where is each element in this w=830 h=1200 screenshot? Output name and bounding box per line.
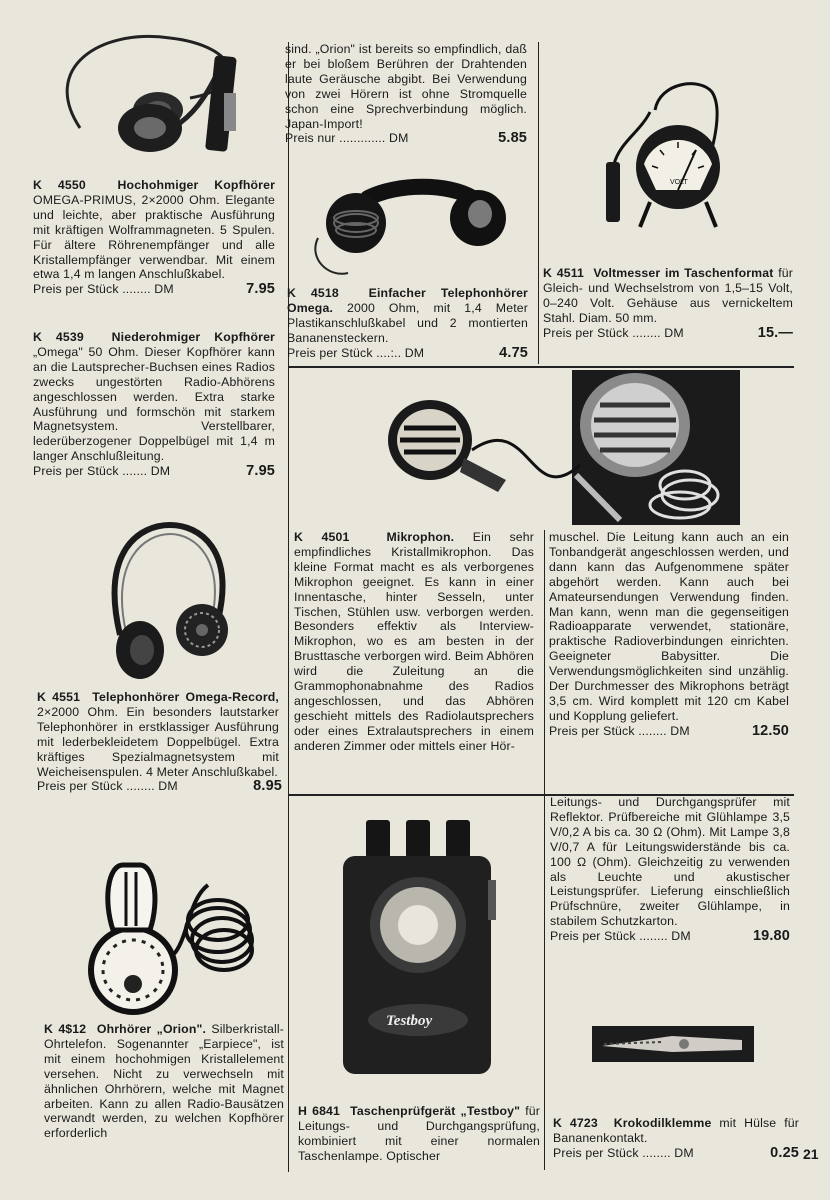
headphone-primus-image [40, 28, 270, 163]
k4539-code: K 4539 [33, 330, 84, 344]
k4501-code: K 4501 [294, 530, 350, 544]
k4550-title: Hochohmiger Kopfhörer [117, 178, 276, 192]
k4501-price: 12.50 [751, 722, 789, 739]
h6841-price-label: Preis per Stück ........ DM [550, 929, 691, 944]
k4518-description [287, 286, 528, 361]
k4551-description [37, 690, 282, 795]
crocodile-clip-image [592, 1026, 754, 1062]
k4512-cont-body: sind. „Orion" ist bereits so empfindlich, daß er bei bloßem Berühren der Drahtenden laute Geräusche abgibt. Bei Verwendung von zwei Hörern ist ohne Stromquelle schon eine Sprechverbindung möglich. Japan-Import! [285, 42, 527, 131]
k4539-price-label: Preis per Stück ....... DM [33, 464, 171, 479]
k4511-price-line [543, 326, 793, 341]
headphone-record-image [100, 520, 240, 685]
k4550-body: OMEGA-PRIMUS, 2×2000 Ohm. Elegante und leichte, aber praktische Ausführung mit kräftigen Wolframmagneten. 5 Spulen. Für ältere Röhrenempfänger und alle Kristallempfänger verwendbar. Mit einem etwa 1,4 m langen Anschlußkabel. [33, 192, 275, 282]
h6841-price-line [550, 929, 790, 944]
k4512-body: Silberkristall-Ohrtelefon. Sogenannter „Earpiece", ist mit einem hochohmigen Kristallelement versehen. Nicht zu verwechseln mit ähnlichen Ohrhörern, welche mit Magnet arbeiten. Kann zu allen Radio-Bausätzen verwandt werden, zu welchen Kopfhörer erforderlich [44, 1022, 284, 1141]
k4539-description [33, 330, 275, 479]
microphone-image [380, 370, 740, 530]
k4518-title: Einfacher Telephonhörer Omega. [287, 286, 528, 315]
voltmeter-image [600, 72, 730, 232]
k4512-price-label: Preis nur ............. DM [285, 131, 409, 146]
k4501-title: Mikrophon. [386, 530, 455, 544]
k4550-price-line [33, 282, 275, 297]
k4550-code: K 4550 [33, 178, 86, 192]
k4723-code: K 4723 [553, 1116, 598, 1130]
k4723-body: mit Hülse für Bananenkontakt. [553, 1116, 799, 1145]
section-divider-horizontal [288, 366, 794, 368]
k4511-code: K 4511 [543, 266, 584, 280]
k4512-code: K 4$12 [44, 1022, 87, 1036]
k4539-title: Niederohmiger Kopfhörer [111, 330, 275, 344]
k4551-price-line [37, 779, 282, 794]
k4512-price-line [285, 131, 527, 146]
k4550-price: 7.95 [246, 281, 275, 298]
h6841-code: H 6841 [298, 1104, 341, 1118]
k4518-price-line [287, 346, 528, 361]
k4501-continuation [549, 530, 789, 739]
h6841-cont-body: Leitungs- und Durchgangsprüfer mit Reflektor. Prüfbereiche mit Glühlampe 3,5 V/0,2 A bis ca. 30 Ω (Ohm). Mit Lampe 3,8 V/0,7 A für Leitungswiderstände bis ca. 100 Ω (Ohm). Gleichzeitig zu verwenden als Leuchte und akustischer Leistungsprüfer. Lieferung einschließlich Prüfschnüre, zweiter Glühlampe, in stabilem Schutzkarton. [550, 795, 790, 929]
earpiece-orion-image [68, 860, 268, 1015]
k4551-code: K 4551 [37, 690, 81, 704]
k4512-title: Ohrhörer „Orion". [96, 1022, 207, 1036]
h6841-description [298, 1104, 540, 1164]
k4539-price: 7.95 [246, 463, 275, 480]
k4723-price: 0.25 [770, 1144, 799, 1161]
telephone-receiver-image [308, 178, 518, 283]
k4723-description [553, 1116, 799, 1161]
k4551-price-label: Preis per Stück ........ DM [37, 779, 178, 794]
k4551-price: 8.95 [253, 778, 282, 795]
k4550-description [33, 178, 275, 297]
k4723-price-label: Preis per Stück ........ DM [553, 1145, 694, 1160]
column-divider-left [288, 42, 289, 1172]
k4723-title: Krokodilklemme [613, 1116, 712, 1130]
k4723-price-line [553, 1146, 799, 1161]
k4551-body: 2×2000 Ohm. Ein besonders lautstarker Telephonhörer in erstklassiger Ausführung mit lederbekleidetem Doppelbügel. Extra kräftiges Spezialmagnetsystem mit Weicheisenspulen. 4 Meter Anschlußkabel. [37, 704, 279, 779]
testboy-brand-label: Testboy [386, 1013, 433, 1029]
k4539-price-line [33, 464, 275, 479]
k4539-body: „Omega" 50 Ohm. Dieser Kopfhörer kann an die Lautsprecher-Buchsen eines Radios zwecks ungestörten Radio-Abhörens angeschlossen werden. Extra starke Ausführung und formschön mit starkem Magnetsystem. Verstellbarer, lederüberzogener Doppelbügel mit 1,4 m langer Anschlußleitung. [33, 344, 275, 464]
k4512-description [44, 1022, 284, 1141]
h6841-continuation [550, 795, 790, 944]
k4501-price-line [549, 724, 789, 739]
k4501-description [294, 530, 534, 754]
testboy-tester-image [338, 820, 498, 1080]
k4511-price-label: Preis per Stück ........ DM [543, 325, 684, 340]
k4518-code: K 4518 [287, 286, 339, 300]
k4511-description [543, 266, 793, 341]
k4518-price-label: Preis per Stück ....:.. DM [287, 345, 425, 360]
voltmeter-dial-label: VOLT [670, 179, 688, 186]
k4512-continuation [285, 42, 527, 146]
page-number: 21 [803, 1146, 819, 1162]
k4511-body: für Gleich- und Wechselstrom von 1,5–15 Volt, 0–240 Volt. Gehäuse aus vernickeltem Stahl. Diam. 50 mm. [543, 266, 794, 325]
k4551-title: Telephonhörer Omega-Record, [92, 690, 279, 704]
k4511-price: 15.— [757, 324, 793, 341]
k4501-price-label: Preis per Stück ........ DM [549, 723, 690, 738]
k4512-price: 5.85 [498, 130, 527, 147]
k4501-cont-body: muschel. Die Leitung kann auch an ein Tonbandgerät angeschlossen werden, und dann kann das Aufgenommene später abgehört werden. Kann auch bei Amateursendungen Verwendung finden. Man kann, wenn man die gegenseitigen Radioapparate verwendet, stationäre, praktische Radioverbindungen einrichten. Geeigneter Babysitter. Die Verwendungsmöglichkeiten sind unzählig. Der Durchmesser des Mikrophons beträgt 3,5 cm. Wird komplett mit 120 cm Kabel und Kopplung geliefert. [549, 530, 789, 723]
k4550-price-label: Preis per Stück ........ DM [33, 282, 174, 297]
h6841-price: 19.80 [752, 928, 790, 945]
column-divider-right-top [538, 42, 539, 364]
k4501-body: Ein sehr empfindliches Kristallmikrophon. Das kleine Format macht es als verborgenes Mikrophon geeignet. Es kann in einer Innentasche, hinter Sesseln, unter Tischen, Stühlen usw. verborgen werden. Besonders effektiv als Interview-Mikrophon, wo es am besten in der Brusttasche verborgen wird. Beim Abhören wird die Zuleitung an die Grammophonabnahme des Radios angeschlossen, und das Abhören geschieht mittels des Radiolautsprechers oder eines Extralautsprechers in einem anderen Zimmer oder mittels einer Hör- [294, 530, 534, 753]
h6841-body: für Leitungs- und Durchgangsprüfung, kombiniert mit einer normalen Taschenlampe. Optischer [298, 1104, 540, 1163]
k4518-price: 4.75 [499, 344, 528, 361]
k4518-body: 2000 Ohm, mit 1,4 Meter Plastikanschlußkabel und 2 montierten Bananensteckern. [287, 300, 528, 345]
h6841-title: Taschenprüfgerät „Testboy" [350, 1104, 521, 1118]
k4511-title: Voltmesser im Taschenformat [593, 266, 774, 280]
column-divider-right-lower [544, 530, 545, 1170]
